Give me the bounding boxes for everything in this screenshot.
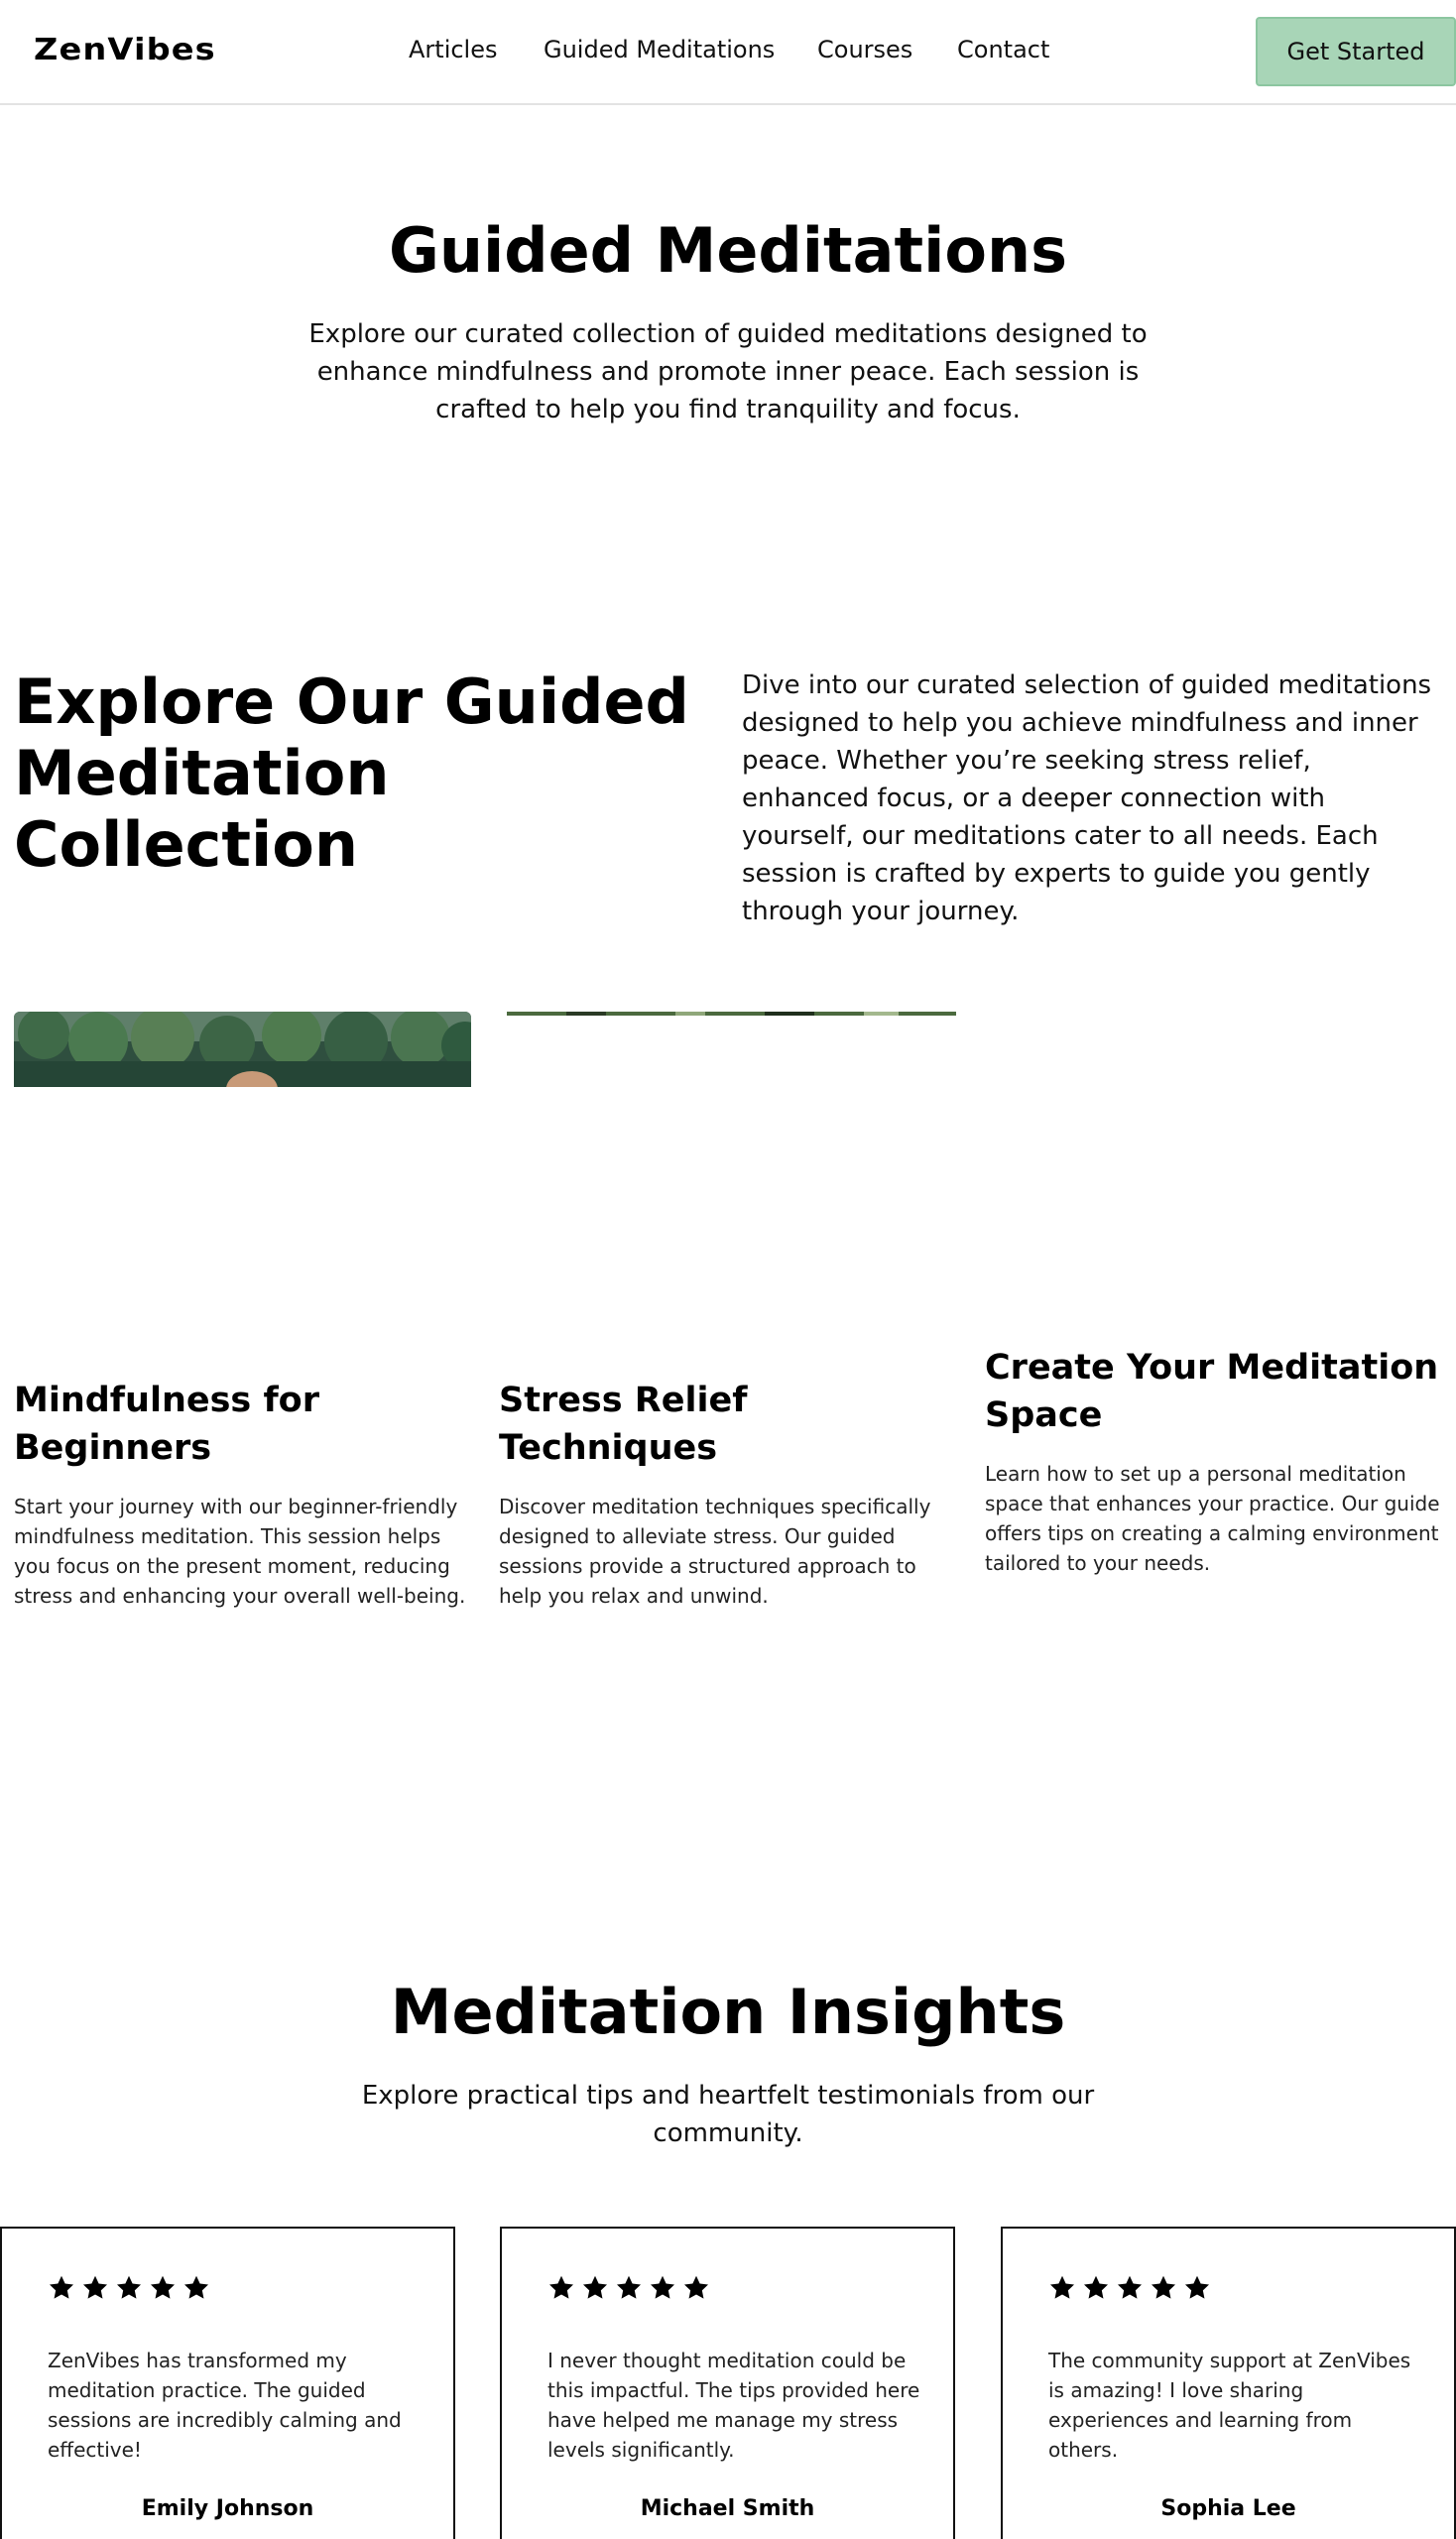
nav-guided-meditations[interactable]: Guided Meditations (544, 36, 776, 63)
star-rating (547, 2274, 710, 2302)
card-meditation-space[interactable] (985, 1344, 1447, 1578)
star-icon (682, 2274, 710, 2302)
star-icon (615, 2274, 643, 2302)
insights-title: Meditation Insights (390, 1976, 1066, 2048)
testimonial-card (500, 2227, 955, 2539)
site-header (0, 0, 1456, 105)
star-icon (649, 2274, 676, 2302)
card-title: Create Your Meditation Space (985, 1348, 1439, 1435)
card-title: Mindfulness for Beginners (14, 1381, 319, 1468)
get-started-button[interactable]: Get Started (1256, 17, 1456, 86)
star-icon (182, 2274, 210, 2302)
nav-courses[interactable]: Courses (817, 36, 913, 63)
nav-contact[interactable]: Contact (957, 36, 1050, 63)
meditation-photo (14, 1012, 471, 1087)
nav-articles[interactable]: Articles (409, 36, 498, 63)
collection-description: Dive into our curated selection of guided meditations designed to help you achieve mindfulness and inner peace. Whether you’re seeking stress relief, enhanced focus, or a deeper connection with yourself, our meditations cater to all needs. Each session is crafted by experts to guide you gently through your journey. (742, 670, 1432, 926)
star-icon (149, 2274, 177, 2302)
card-stress-relief[interactable] (499, 1377, 961, 1611)
star-icon (81, 2274, 109, 2302)
star-icon (1082, 2274, 1110, 2302)
testimonial-text: The community support at ZenVibes is amazing! I love sharing experiences and learning from others. (1048, 2349, 1411, 2462)
testimonial-card (1001, 2227, 1456, 2539)
card-mindfulness[interactable] (14, 1377, 476, 1611)
collection-title: Explore Our Guided Meditation Collection (14, 665, 689, 881)
insights-subtitle: Explore practical tips and heartfelt testimonials from our community. (361, 2081, 1095, 2148)
testimonial-text: I never thought meditation could be this impactful. The tips provided here have helped me manage my stress levels significantly. (547, 2349, 920, 2462)
star-icon (1183, 2274, 1211, 2302)
star-icon (1048, 2274, 1076, 2302)
star-icon (1150, 2274, 1177, 2302)
star-rating (48, 2274, 210, 2302)
card-title: Stress Relief Techniques (499, 1381, 748, 1468)
testimonial-author: Sophia Lee (1160, 2496, 1296, 2521)
card-text: Discover meditation techniques specifically designed to alleviate stress. Our guided sessions provide a structured approach to help you relax and unwind. (499, 1495, 931, 1608)
page-title: Guided Meditations (388, 214, 1068, 287)
testimonial-text: ZenVibes has transformed my meditation practice. The guided sessions are incredibly calming and effective! (48, 2349, 402, 2462)
star-icon (1116, 2274, 1144, 2302)
testimonial-author: Michael Smith (640, 2496, 815, 2521)
logo[interactable]: ZenVibes (34, 33, 216, 67)
stress-relief-photo (507, 1012, 956, 1016)
star-icon (115, 2274, 143, 2302)
star-icon (581, 2274, 609, 2302)
page-subtitle: Explore our curated collection of guided meditations designed to enhance mindfulness and promote inner peace. Each session is crafted to help you find tranquility and focus. (308, 319, 1148, 424)
star-icon (547, 2274, 575, 2302)
card-text: Start your journey with our beginner-friendly mindfulness meditation. This session helps you focus on the present moment, reducing stress and enhancing your overall well-being. (14, 1495, 466, 1608)
testimonial-card (0, 2227, 455, 2539)
card-text: Learn how to set up a personal meditation space that enhances your practice. Our guide offers tips on creating a calming environment tailored to your needs. (985, 1462, 1440, 1575)
star-rating (1048, 2274, 1211, 2302)
main-nav (0, 36, 1456, 67)
testimonial-author: Emily Johnson (141, 2496, 314, 2521)
star-icon (48, 2274, 75, 2302)
